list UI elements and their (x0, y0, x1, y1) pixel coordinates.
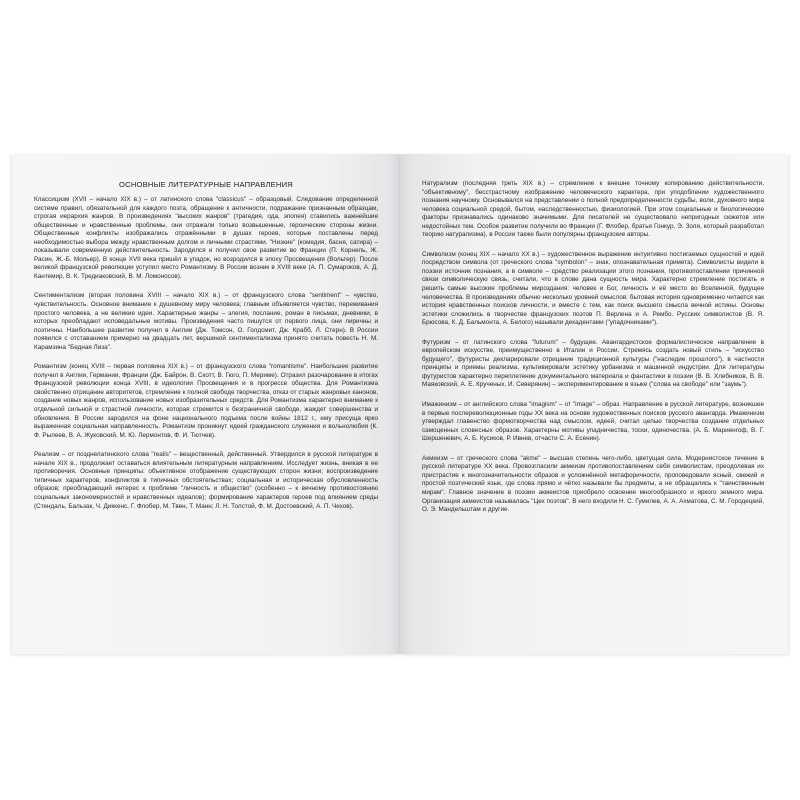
paragraph-symbolism: Символизм (конец XIX – начало XX в.) – художественное выражение интуитивно постигаемых сущностей и идей посредством символа (от греческого слова "symbolon" – знак, опознавательная примета). Символисты видели в поэзии источник познания, а в символе – средство реализации этого познания, противопоставлении причинной связи символическую связь, считали, что в слове дана сущность мира. Характерно стремление постигать и решить самые высокие проблемы мироздания: человек и Бог, личность и её место во Вселенной, будущее человечества. В произведениях обычно несколько уровней смыслов: бытовая история одновременно читается как история нравственных поисков личности, и вместе с тем, как поиск высшего смысла вечной истины. Основы эстетики сложились в творчестве французских поэтов П. Верлена и А. Рембо. Русских символистов (В. Я. Брюсова, К. Д. Бальмонта, А. Белого) называли декадентами ("упадочниками"). (422, 250, 764, 327)
right-page (400, 154, 788, 654)
paragraph-realism: Реализм – от позднелатинского слова "realis" – вещественный, действенный. Утвердился в русской литературе в начале XIX в., продолжает оставаться влиятельным литературным направлением. Исследует жизнь, вникая в ее противоречия. Основные принципы: объективное отображение существующих сторон жизни; воспроизведение типичных характеров, конфликтов в типичных обстоятельствах; социальная и историческая обусловленность образов; преобладающий интерес к проблеме "личность и общество" (особенно – к вечному противостоянию социальных закономерностей и нравственных идеалов); формирование характеров героев под влиянием среды (Стендаль, Бальзак, Ч. Диккенс, Г. Флобер, М. Твен, Т. Манн; Л. Н. Толстой, Ф. М. Достоевский, А. П. Чехов). (34, 451, 378, 510)
paragraph-sentimentalism: Сентиментализм (вторая половина XVIII – начало XIX в.) – от французского слова "sentiment" – чувство, чувствительность. Основное внимание к душевному миру человека; главным объявляется чувство, переживания простого человека, а не великие идеи. Характерные жанры – элегия, послание, роман в письмах, дневники, в которых преобладают исповедальные мотивы. Произведения часто пишутся от первого лица, они лиричны и поэтичны. Наибольшее развитие получил в Англии (Дж. Томсон, О. Голдсмит, Дж. Крабб, Л. Стерн). В России появился с отставанием примерно на двадцать лет, вершиной сентиментализма принято считать повесть Н. М. Карамзина "Бедная Лиза". (34, 292, 378, 351)
paragraph-imagism: Имажинизм – от английского слова "imagism" – от "image" – образ. Направление в русской литературе, возникшее в первые послереволюционные годы XX века на основе художественных поисков русского авангарда. Имажинизм утверждал главенство формотворчества над смыслом, идеей, считал целью творчества создание отдельных самоценных словесных образов. Характерны мотивы упадничества, тоски, одиночества. (А. Б. Мариенгоф, В. Г. Шершеневич, А. Б. Кусиков, Р. Ивнев, отчасти С. А. Есенин). (422, 401, 764, 443)
open-booklet (12, 154, 788, 654)
paragraph-acmeism: Акмеизм – от греческого слова "akme" – высшая степень чего-либо, цветущая сила. Модернистское течение в русской литературе XX века. Провозгласили акмеизм противопоставлением себя символистам, преодолевая их пристрастие к многозначительности образов и усложнённой метафоричности, проповедовали ясный, свежий и простой поэтический язык, где слова прямо и чётко называли бы предметы, а не обращались к "таинственным мирам". Главное значение в поэзии акмеистов приобрело освоение многообразного и яркого земного мира. Организация акмеистов называлась "Цех поэтов". В него входили Н. С. Гумилев, А. А. Ахматова, С. М. Городецкий, О. Э. Мандельштам и другие. (422, 454, 764, 514)
left-page (12, 154, 400, 654)
paragraph-futurism: Футуризм – от латинского слова "futurum" – будущее. Авангардистское формалистическое направление в европейском искусстве, преимущественно в Италии и России. Стремясь создать новый стиль – "искусство будущего", футуристы декларировали отрицание традиционной культуры ("наследие прошлого"), в частности принципы и приемы реализма, культивировали эстетику урбанизма и машинной индустрии. Для литературы футуристов характерно переплетение документального материала и фантастики в поэзии (В. В. Хлебников, В. В. Маяковский, А. Е. Крученых, И. Северянин) – экспериментирование в языке ("слова на свободе" или "заумь"). (422, 338, 764, 389)
paragraph-romanticism: Романтизм (конец XVIII – первая половина XIX в.) – от французского слова "romantisme". Наибольшее развитие получил в Англии, Германии, Франции (Дж. Байрон, В. Скотт, В. Гюго, П. Мериме). Отразил разочарование в итогах Французской революции конца XVIII, в идеологии Просвещения и в прогрессе общества. Для Романтизма свойственно отрицание авторитетов, стремление к полной свободе творчества, отказ от старых жанровых канонов, создание новых жанров, использование новых изобразительных средств. Для Романтизма характерно внимание к отдельной сильной и страстной личности, которая стремится к безграничной свободе, жаждет совершенства и обновления. В России зародился на фоне национального подъема после войны 1812 г., ему присуща ярко выраженная социальная направленность. Романтизм проникнут идеей гражданского служения и вольнолюбия (К. Ф. Рылеев, В. А. Жуковский, М. Ю. Лермонтов, Ф. И. Тютчев). (34, 363, 378, 439)
paragraph-naturalism: Натурализм (последняя треть XIX в.) – стремление к внешне точному копированию действительности, "объективному", бесстрастному изображению человеческого характера, при уподоблении художественного познания научному. Основывался на представлении о полной предопределенности судьбы, воли, духовного мира человека социальной средой, бытом, наследственностью, физиологией. При этом социальные и биологические факторы признавались одинаково значимыми. Для писателей не существовало непригодных сюжетов или недостойных тем. Особое развитие получили во Франции (Г. Флобер, братья Гонкур, Э. Золя, который разработал теорию натурализма), в России также были популярны французские авторы. (422, 180, 764, 239)
paragraph-classicism: Классицизм (XVII – начало XIX в.) – от латинского слова "classicus" – образцовый. Следование определенной системе правил, обязательной для каждого поэта, обращение к античности, подражание признанным образцам, строгая иерархия жанров. В произведениях "высоких жанров" (трагедия, ода, эпопея) ставились важнейшие общественные и нравственные проблемы, они отражали только возвышенные, героические стороны жизни. Общественные конфликты изображались отражёнными в душах героев, которые поставлены перед необходимостью выбора между нравственным долгом и личными страстями. "Низкие" (комедия, басня, сатира) – показывали современную действительность. Зародился и получил свое развитие во Франции (П. Корнель, Ж. Расин, Ж.-Б. Мольер). В конце XVII века пришёл в упадок, но возродился в эпоху Просвещения (Вольтер). После великой французской революции уступил место Романтизму. В России возник в XVIII веке (А. П. Сумароков, А. Д. Кантемир, В. К. Тредиаковский, В. М. Ломоносов). (34, 196, 378, 280)
page-heading: ОСНОВНЫЕ ЛИТЕРАТУРНЫЕ НАПРАВЛЕНИЯ (119, 180, 293, 189)
